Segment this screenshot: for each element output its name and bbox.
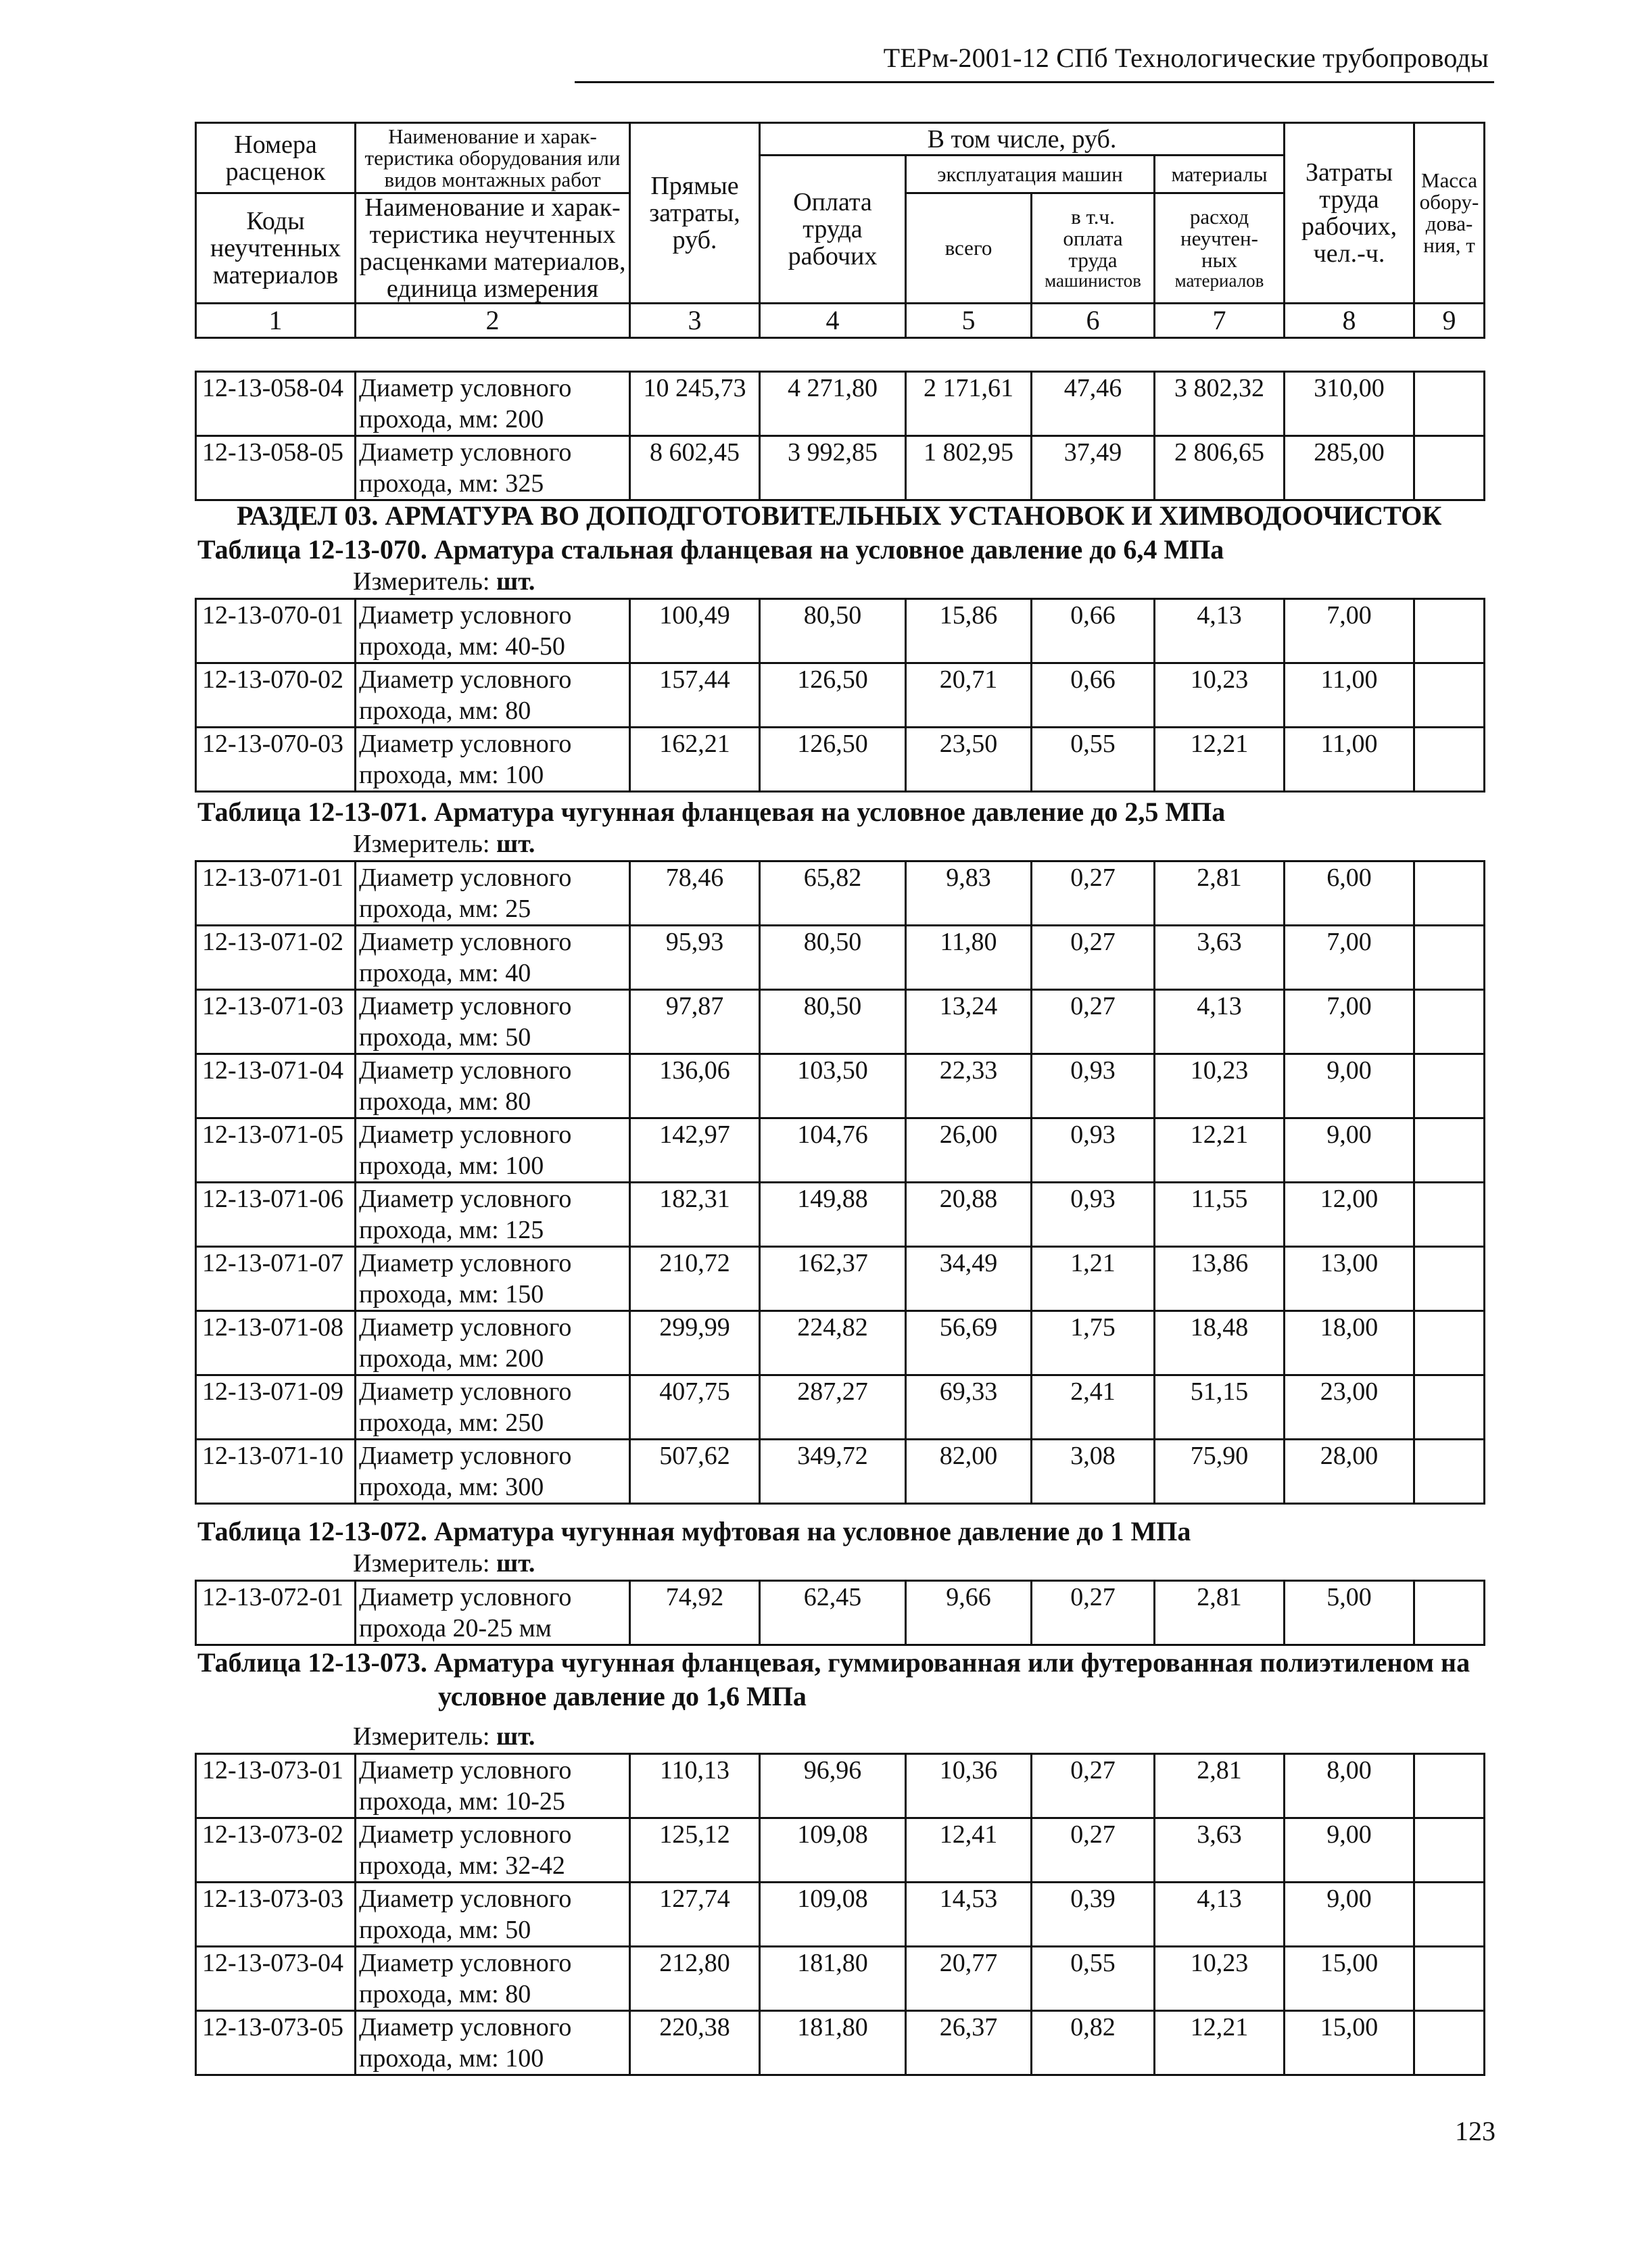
value-v3: 74,92 [630,1581,760,1645]
value-v5: 20,77 [906,1947,1032,2011]
rate-name [356,1818,630,1883]
rate-code: 12-13-071-08 [196,1311,356,1375]
rate-name [356,1247,630,1311]
col4-header: Оплата труда рабочих [760,156,906,304]
value-v3: 299,99 [630,1311,760,1375]
value-v5: 20,71 [906,663,1032,728]
value-v5: 11,80 [906,926,1032,990]
value-v9-empty [1414,1947,1485,2011]
value-v6: 37,49 [1032,436,1155,500]
rate-name-line2: прохода, мм: 40 [359,959,531,987]
rate-name-line1: Диаметр условного [359,438,572,467]
value-v3: 220,38 [630,2011,760,2075]
value-v3: 407,75 [630,1375,760,1440]
rate-name-line2: прохода, мм: 40-50 [359,632,565,661]
value-v9-empty [1414,663,1485,728]
rate-name-line1: Диаметр условного [359,1249,572,1277]
col-number-3: 3 [630,304,760,338]
section-title: РАЗДЕЛ 03. АРМАТУРА ВО ДОПОДГОТОВИТЕЛЬНЫХ УСТАНОВОК И ХИМВОДООЧИСТОК [237,500,1442,531]
value-v7: 2 806,65 [1155,436,1285,500]
col-number-8: 8 [1285,304,1414,338]
col2-header-bottom: Наименование и харак- теристика неучтенных расценками материалов, единица измерения [356,193,630,304]
value-v8: 13,00 [1285,1247,1414,1311]
table-row [196,1118,1485,1183]
value-v5: 82,00 [906,1440,1032,1504]
rate-code: 12-13-071-07 [196,1247,356,1311]
column-header-table [195,122,1485,339]
rate-name-line2: прохода, мм: 80 [359,696,531,725]
value-v6: 0,93 [1032,1118,1155,1183]
value-v6: 0,55 [1032,728,1155,792]
rate-name [356,599,630,663]
value-v9-empty [1414,1311,1485,1375]
rate-code: 12-13-071-03 [196,990,356,1054]
rate-code: 12-13-071-05 [196,1118,356,1183]
col-number-6: 6 [1032,304,1155,338]
value-v8: 9,00 [1285,1883,1414,1947]
rates-table-071 [195,860,1485,1505]
rate-name-line1: Диаметр условного [359,1377,572,1406]
value-v6: 0,55 [1032,1947,1155,2011]
rate-name [356,990,630,1054]
rate-name [356,1054,630,1118]
value-v4: 162,37 [760,1247,906,1311]
rate-code: 12-13-058-05 [196,436,356,500]
value-v9-empty [1414,436,1485,500]
value-v5: 34,49 [906,1247,1032,1311]
value-v9-empty [1414,1440,1485,1504]
page-number: 123 [1455,2116,1496,2146]
value-v8: 15,00 [1285,2011,1414,2075]
rate-name [356,372,630,436]
value-v4: 109,08 [760,1883,906,1947]
table-row [196,599,1485,663]
value-v5: 10,36 [906,1754,1032,1818]
value-v3: 125,12 [630,1818,760,1883]
table-row [196,1947,1485,2011]
value-v8: 8,00 [1285,1754,1414,1818]
value-v8: 7,00 [1285,990,1414,1054]
rate-name-line1: Диаметр условного [359,1185,572,1213]
table-row [196,1247,1485,1311]
rate-name [356,728,630,792]
rate-name-line1: Диаметр условного [359,1442,572,1470]
value-v4: 62,45 [760,1581,906,1645]
rate-name-line1: Диаметр условного [359,374,572,402]
rate-code: 12-13-070-01 [196,599,356,663]
rate-name [356,1581,630,1645]
value-v9-empty [1414,1375,1485,1440]
value-v8: 285,00 [1285,436,1414,500]
rate-name [356,926,630,990]
value-v3: 162,21 [630,728,760,792]
value-v8: 6,00 [1285,861,1414,926]
rate-code: 12-13-072-01 [196,1581,356,1645]
table-title-070: Таблица 12-13-070. Арматура стальная фланцевая на условное давление до 6,4 МПа [197,534,1224,565]
value-v7: 75,90 [1155,1440,1285,1504]
rate-name-line1: Диаметр условного [359,1056,572,1085]
value-v9-empty [1414,1247,1485,1311]
value-v6: 2,41 [1032,1375,1155,1440]
value-v9-empty [1414,926,1485,990]
value-v6: 0,66 [1032,599,1155,663]
value-v4: 65,82 [760,861,906,926]
rate-name-line2: прохода 20-25 мм [359,1614,552,1643]
value-v4: 96,96 [760,1754,906,1818]
rate-name-line1: Диаметр условного [359,1949,572,1977]
value-v5: 20,88 [906,1183,1032,1247]
rate-name [356,861,630,926]
value-v3: 136,06 [630,1054,760,1118]
rate-name-line2: прохода, мм: 80 [359,1087,531,1116]
value-v4: 80,50 [760,926,906,990]
value-v4: 181,80 [760,2011,906,2075]
value-v5: 2 171,61 [906,372,1032,436]
value-v9-empty [1414,1818,1485,1883]
value-v6: 0,27 [1032,926,1155,990]
rate-code: 12-13-073-02 [196,1818,356,1883]
value-v7: 2,81 [1155,1754,1285,1818]
value-v5: 56,69 [906,1311,1032,1375]
value-v5: 13,24 [906,990,1032,1054]
rates-table-073 [195,1753,1485,2076]
value-v3: 110,13 [630,1754,760,1818]
table-row [196,1440,1485,1504]
value-v7: 10,23 [1155,663,1285,728]
value-v5: 12,41 [906,1818,1032,1883]
value-v7: 2,81 [1155,861,1285,926]
value-v7: 51,15 [1155,1375,1285,1440]
value-v8: 9,00 [1285,1118,1414,1183]
machines-header: эксплуатация машин [906,156,1155,193]
col6-header: в т.ч. оплата труда машинистов [1032,193,1155,304]
col2-header-top: Наименование и харак- теристика оборудования или видов монтажных работ [356,123,630,193]
value-v9-empty [1414,1118,1485,1183]
rates-table-070 [195,598,1485,793]
col-number-9: 9 [1414,304,1485,338]
value-v9-empty [1414,1883,1485,1947]
table-row [196,861,1485,926]
rate-name-line1: Диаметр условного [359,1120,572,1149]
rate-name-line1: Диаметр условного [359,1583,572,1611]
value-v8: 5,00 [1285,1581,1414,1645]
table-title-071: Таблица 12-13-071. Арматура чугунная фланцевая на условное давление до 2,5 МПа [197,797,1226,827]
value-v3: 10 245,73 [630,372,760,436]
value-v5: 26,37 [906,2011,1032,2075]
rate-name-line1: Диаметр условного [359,665,572,694]
table-row [196,1311,1485,1375]
value-v8: 310,00 [1285,372,1414,436]
value-v4: 287,27 [760,1375,906,1440]
table-row [196,1375,1485,1440]
rate-name-line2: прохода, мм: 10-25 [359,1787,565,1816]
value-v4: 4 271,80 [760,372,906,436]
rate-name-line2: прохода, мм: 50 [359,1023,531,1052]
rate-name [356,2011,630,2075]
rate-name-line2: прохода, мм: 325 [359,469,544,498]
rate-name [356,1118,630,1183]
value-v9-empty [1414,372,1485,436]
value-v8: 9,00 [1285,1054,1414,1118]
header-rule [575,81,1494,83]
value-v5: 69,33 [906,1375,1032,1440]
value-v6: 0,27 [1032,1818,1155,1883]
table-row [196,990,1485,1054]
rate-code: 12-13-073-03 [196,1883,356,1947]
value-v3: 210,72 [630,1247,760,1311]
table-row [196,926,1485,990]
value-v3: 8 602,45 [630,436,760,500]
value-v4: 126,50 [760,663,906,728]
rates-table-072 [195,1580,1485,1646]
rate-name-line1: Диаметр условного [359,928,572,956]
value-v8: 18,00 [1285,1311,1414,1375]
rate-name [356,1183,630,1247]
rate-name-line2: прохода, мм: 125 [359,1216,544,1244]
col5-header: всего [906,193,1032,304]
value-v3: 212,80 [630,1947,760,2011]
value-v9-empty [1414,599,1485,663]
running-header: ТЕРм-2001-12 СПб Технологические трубопроводы [883,43,1489,73]
value-v4: 3 992,85 [760,436,906,500]
rate-code: 12-13-071-04 [196,1054,356,1118]
value-v6: 0,27 [1032,1754,1155,1818]
rate-name-line1: Диаметр условного [359,1885,572,1913]
value-v3: 157,44 [630,663,760,728]
value-v9-empty [1414,861,1485,926]
table-row [196,1054,1485,1118]
col-number-7: 7 [1155,304,1285,338]
rate-name-line2: прохода, мм: 100 [359,1152,544,1180]
rate-name-line2: прохода, мм: 50 [359,1916,531,1944]
rate-code: 12-13-073-04 [196,1947,356,2011]
table-row [196,372,1485,436]
value-v6: 1,75 [1032,1311,1155,1375]
col-number-4: 4 [760,304,906,338]
value-v7: 3,63 [1155,1818,1285,1883]
rate-code: 12-13-073-01 [196,1754,356,1818]
value-v6: 0,93 [1032,1183,1155,1247]
value-v5: 14,53 [906,1883,1032,1947]
rate-name [356,663,630,728]
value-v9-empty [1414,728,1485,792]
value-v8: 23,00 [1285,1375,1414,1440]
col3-header: Прямые затраты, руб. [630,123,760,304]
rate-code: 12-13-058-04 [196,372,356,436]
table-row [196,1883,1485,1947]
rate-code: 12-13-073-05 [196,2011,356,2075]
rate-name [356,1947,630,2011]
value-v9-empty [1414,1054,1485,1118]
value-v4: 349,72 [760,1440,906,1504]
value-v8: 12,00 [1285,1183,1414,1247]
rate-name-line1: Диаметр условного [359,992,572,1020]
meter-071: Измеритель: шт. [353,830,535,858]
value-v5: 1 802,95 [906,436,1032,500]
value-v5: 9,66 [906,1581,1032,1645]
rate-code: 12-13-070-02 [196,663,356,728]
value-v3: 127,74 [630,1883,760,1947]
table-row [196,728,1485,792]
table-row [196,436,1485,500]
rate-name-line1: Диаметр условного [359,2013,572,2041]
value-v8: 9,00 [1285,1818,1414,1883]
value-v6: 0,27 [1032,861,1155,926]
value-v7: 13,86 [1155,1247,1285,1311]
col1-header-bottom: Коды неучтенных материалов [196,193,356,304]
value-v4: 224,82 [760,1311,906,1375]
value-v7: 2,81 [1155,1581,1285,1645]
meter-072: Измеритель: шт. [353,1549,535,1578]
rate-code: 12-13-071-01 [196,861,356,926]
value-v6: 1,21 [1032,1247,1155,1311]
table-title-073-line2: условное давление до 1,6 МПа [438,1681,807,1711]
value-v6: 0,66 [1032,663,1155,728]
value-v7: 10,23 [1155,1947,1285,2011]
value-v6: 0,93 [1032,1054,1155,1118]
value-v9-empty [1414,2011,1485,2075]
value-v3: 507,62 [630,1440,760,1504]
value-v4: 80,50 [760,599,906,663]
table-row [196,663,1485,728]
value-v3: 97,87 [630,990,760,1054]
value-v6: 0,39 [1032,1883,1155,1947]
value-v3: 95,93 [630,926,760,990]
value-v6: 47,46 [1032,372,1155,436]
rate-name [356,436,630,500]
value-v9-empty [1414,1754,1485,1818]
rate-name-line1: Диаметр условного [359,601,572,630]
rate-code: 12-13-071-09 [196,1375,356,1440]
table-row [196,1818,1485,1883]
rate-name-line2: прохода, мм: 200 [359,1344,544,1373]
value-v8: 15,00 [1285,1947,1414,2011]
rate-code: 12-13-071-02 [196,926,356,990]
rate-name-line2: прохода, мм: 100 [359,2044,544,2073]
value-v8: 11,00 [1285,663,1414,728]
value-v7: 12,21 [1155,2011,1285,2075]
value-v9-empty [1414,1581,1485,1645]
value-v4: 109,08 [760,1818,906,1883]
value-v5: 15,86 [906,599,1032,663]
value-v4: 104,76 [760,1118,906,1183]
value-v9-empty [1414,1183,1485,1247]
table-title-073-line1: Таблица 12-13-073. Арматура чугунная фланцевая, гуммированная или футерованная полиэтиленом на [197,1647,1470,1678]
value-v7: 4,13 [1155,599,1285,663]
value-v7: 12,21 [1155,728,1285,792]
rate-name-line2: прохода, мм: 300 [359,1473,544,1501]
materials-header: материалы [1155,156,1285,193]
value-v7: 11,55 [1155,1183,1285,1247]
rate-name [356,1883,630,1947]
rate-name [356,1375,630,1440]
rate-name-line2: прохода, мм: 250 [359,1409,544,1437]
rate-name-line1: Диаметр условного [359,730,572,758]
value-v7: 12,21 [1155,1118,1285,1183]
value-v4: 126,50 [760,728,906,792]
table-title-072: Таблица 12-13-072. Арматура чугунная муфтовая на условное давление до 1 МПа [197,1516,1191,1546]
value-v7: 3 802,32 [1155,372,1285,436]
value-v7: 3,63 [1155,926,1285,990]
rate-name-line2: прохода, мм: 25 [359,895,531,923]
col-number-5: 5 [906,304,1032,338]
value-v3: 100,49 [630,599,760,663]
value-v8: 11,00 [1285,728,1414,792]
rate-code: 12-13-070-03 [196,728,356,792]
value-v3: 142,97 [630,1118,760,1183]
table-row [196,1754,1485,1818]
value-v6: 0,27 [1032,1581,1155,1645]
col1-header-top: Номера расценок [196,123,356,193]
col9-header: Масса обору- дова- ния, т [1414,123,1485,304]
meter-073: Измеритель: шт. [353,1722,535,1751]
value-v7: 18,48 [1155,1311,1285,1375]
value-v4: 103,50 [760,1054,906,1118]
value-v6: 3,08 [1032,1440,1155,1504]
value-v5: 22,33 [906,1054,1032,1118]
rate-name-line1: Диаметр условного [359,1820,572,1849]
col-number-2: 2 [356,304,630,338]
rate-name [356,1311,630,1375]
rate-name-line1: Диаметр условного [359,1756,572,1785]
value-v6: 0,27 [1032,990,1155,1054]
value-v6: 0,82 [1032,2011,1155,2075]
rate-name-line1: Диаметр условного [359,1313,572,1342]
value-v3: 182,31 [630,1183,760,1247]
rate-name [356,1440,630,1504]
value-v3: 78,46 [630,861,760,926]
rate-name-line2: прохода, мм: 80 [359,1980,531,2008]
group-header: В том числе, руб. [760,123,1285,156]
value-v8: 7,00 [1285,926,1414,990]
table-row [196,1183,1485,1247]
value-v9-empty [1414,990,1485,1054]
rate-name-line2: прохода, мм: 200 [359,405,544,433]
table-row [196,1581,1485,1645]
rate-name [356,1754,630,1818]
rate-code: 12-13-071-06 [196,1183,356,1247]
rate-name-line2: прохода, мм: 150 [359,1280,544,1308]
rates-table-058 [195,371,1485,501]
value-v5: 26,00 [906,1118,1032,1183]
col7-header: расход неучтен- ных материалов [1155,193,1285,304]
rate-code: 12-13-071-10 [196,1440,356,1504]
value-v7: 4,13 [1155,990,1285,1054]
table-row [196,2011,1485,2075]
rate-name-line2: прохода, мм: 100 [359,761,544,789]
value-v5: 23,50 [906,728,1032,792]
value-v4: 149,88 [760,1183,906,1247]
value-v4: 181,80 [760,1947,906,2011]
value-v7: 4,13 [1155,1883,1285,1947]
value-v8: 28,00 [1285,1440,1414,1504]
value-v7: 10,23 [1155,1054,1285,1118]
col-number-1: 1 [196,304,356,338]
value-v5: 9,83 [906,861,1032,926]
rate-name-line2: прохода, мм: 32-42 [359,1851,565,1880]
col8-header: Затраты труда рабочих, чел.-ч. [1285,123,1414,304]
value-v8: 7,00 [1285,599,1414,663]
meter-070: Измеритель: шт. [353,567,535,596]
rate-name-line1: Диаметр условного [359,864,572,892]
value-v4: 80,50 [760,990,906,1054]
